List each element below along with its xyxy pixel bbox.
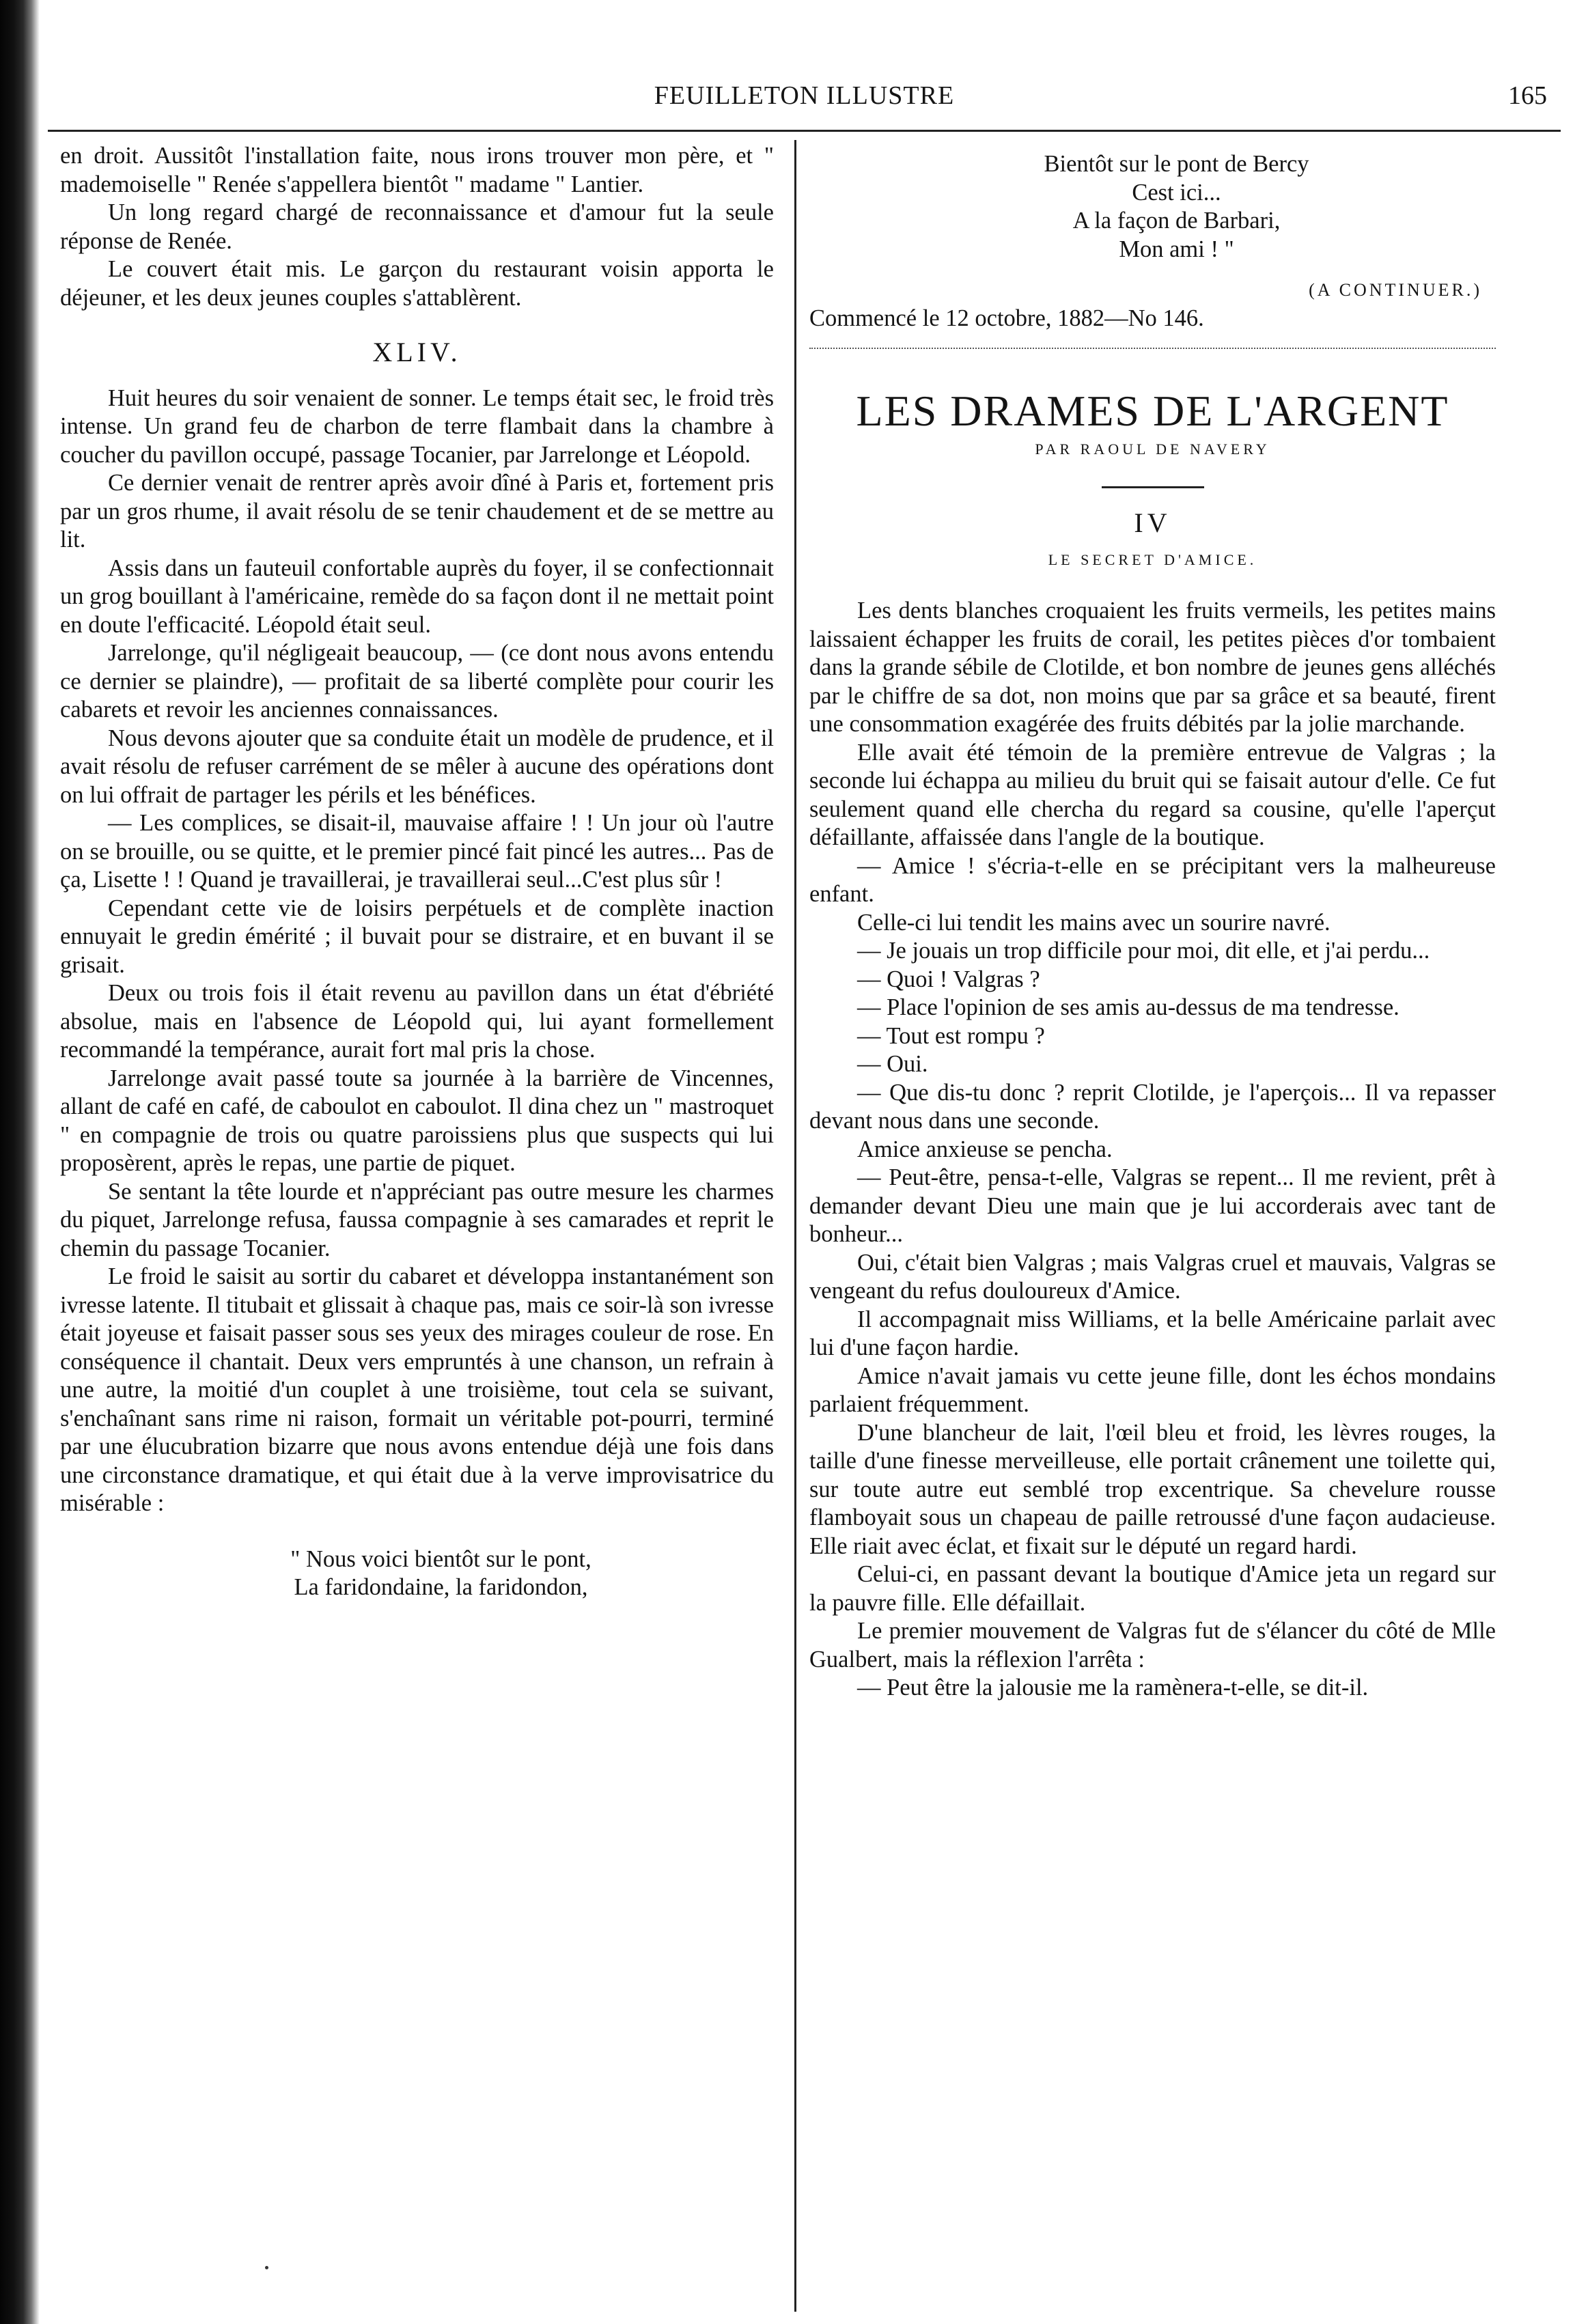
paragraph: en droit. Aussitôt l'installation faite, nous irons trouver mon père, et " mademoiselle " Renée s'appellera bientôt " madame " Lantier.: [60, 143, 774, 197]
paragraph: — Que dis-tu donc ? reprit Clotilde, je l'aperçois... Il va repasser devant nous dans une seconde.: [809, 1079, 1496, 1134]
paragraph: Amice n'avait jamais vu cette jeune fille, dont les échos mondains parlaient fréquemment.: [809, 1362, 1496, 1417]
song-verse: [60, 1545, 774, 1602]
verse-line: Mon ami ! ": [1119, 236, 1234, 262]
paragraph: — Peut-être, pensa-t-elle, Valgras se repent... Il me revient, prêt à demander devant Dieu une main que je lui accorderais avec tant de bonheur...: [809, 1164, 1496, 1247]
paragraph: Elle avait été témoin de la première entrevue de Valgras ; la seconde lui échappa au milieu du bruit qui se faisait autour d'elle. Ce fut seulement quand elle chercha du regard sa cousine, qu'elle l'aperçut défaillante, affaissée dans l'angle de la boutique.: [809, 739, 1496, 850]
page-number: 165: [1508, 81, 1547, 110]
paragraph: Se sentant la tête lourde et n'appréciant pas outre mesure les charmes du piquet, Jarrelonge refusa, faussa compagnie à ses camarades et reprit le chemin du passage Tocanier.: [60, 1178, 774, 1261]
paragraph: Assis dans un fauteuil confortable auprès du foyer, il se confectionnait un grog bouillant à l'américaine, remède do sa façon dont il ne mettait point en doute l'efficacité. Léopold était seul.: [60, 555, 774, 638]
paragraph: Les dents blanches croquaient les fruits vermeils, les petites mains laissaient échapper les fruits de corail, les petites pièces d'or tombaient dans la grande sébile de Clotilde, et bon nombre de jeunes gens alléchés par le chiffre de sa dot, non moins que par sa grâce et sa beauté, firent une consommation exagérée des fruits débités par la jolie marchande.: [809, 598, 1496, 737]
chapter-heading: IV: [1134, 507, 1171, 538]
paragraph: Huit heures du soir venaient de sonner. Le temps était sec, le froid très intense. Un grand feu de charbon de terre flambait dans la chambre à coucher du pavillon occupé, passage Tocanier, par Jarrelonge et Léopold.: [60, 384, 774, 468]
paragraph: — Je jouais un trop difficile pour moi, dit elle, et j'ai perdu...: [857, 938, 1430, 964]
story-title: LES DRAMES DE L'ARGENT: [856, 387, 1449, 435]
left-column: [60, 142, 774, 1602]
chapter-subtitle: LE SECRET D'AMICE.: [1048, 550, 1257, 568]
paragraph: Celui-ci, en passant devant la boutique d'Amice jeta un regard sur la pauvre fille. Elle défaillait.: [809, 1561, 1496, 1616]
paragraph: — Peut être la jalousie me la ramènera-t-elle, se dit-il.: [857, 1675, 1369, 1700]
paragraph: Nous devons ajouter que sa conduite était un modèle de prudence, et il avait résolu de refuser carrément de se mêler à aucune des opérations dont on lui offrait de partager les périls et les bénéfices.: [60, 725, 774, 808]
right-column: [809, 150, 1496, 1703]
paragraph: — Tout est rompu ?: [857, 1022, 1045, 1049]
byline: PAR RAOUL DE NAVERY: [1035, 440, 1270, 458]
continuation-note: (A CONTINUER.): [1309, 280, 1482, 300]
paragraph: Jarrelonge avait passé toute sa journée à la barrière de Vincennes, allant de café en café, de caboulot en caboulot. Il dina chez un " mastroquet " en compagnie de trois ou quatre paroissiens plus que suspects qui lui proposèrent, après le repas, une partie de piquet.: [60, 1065, 774, 1176]
ink-spot: [265, 2266, 268, 2269]
paragraph: Un long regard chargé de reconnaissance et d'amour fut la seule réponse de Renée.: [60, 199, 774, 254]
verse-line: " Nous voici bientôt sur le pont,: [290, 1545, 591, 1572]
verse-line: A la façon de Barbari,: [1072, 208, 1281, 234]
paragraph: — Place l'opinion de ses amis au-dessus de ma tendresse.: [857, 994, 1399, 1020]
chapter-heading: XLIV.: [372, 337, 462, 367]
paragraph: Jarrelonge, qu'il négligeait beaucoup, — (ce dont nous avons entendu ce dernier se plaindre), — profitait de sa liberté complète pour courir les cabarets et revoir les anciennes connaissances.: [60, 640, 774, 723]
paragraph: Celle-ci lui tendit les mains avec un sourire navré.: [857, 909, 1331, 936]
paragraph: Oui, c'était bien Valgras ; mais Valgras cruel et mauvais, Valgras se vengeant du refus douloureux d'Amice.: [809, 1249, 1496, 1304]
paragraph: Il accompagnait miss Williams, et la belle Américaine parlait avec lui d'une façon hardie.: [809, 1306, 1496, 1360]
header-rule: [48, 130, 1561, 132]
paragraph: Amice anxieuse se pencha.: [857, 1136, 1113, 1162]
paragraph: Le couvert était mis. Le garçon du restaurant voisin apporta le déjeuner, et les deux jeunes couples s'attablèrent.: [60, 256, 774, 311]
verse-line: Bientôt sur le pont de Bercy: [1044, 151, 1309, 177]
paragraph: Ce dernier venait de rentrer après avoir dîné à Paris et, fortement pris par un gros rhume, il avait résolu de se tenir chaudement et de se mettre au lit.: [60, 470, 774, 552]
paragraph: — Les complices, se disait-il, mauvaise affaire ! ! Un jour où l'autre on se brouille, ou se quitte, et le premier pincé fait pincé les autres... Pas de ça, Lisette ! ! Quand je travaillerai, je travaillerai seul...C'est plus sûr !: [60, 810, 774, 893]
section-separator: [809, 348, 1496, 363]
verse-line: La faridondaine, la faridondon,: [294, 1574, 588, 1600]
paragraph: D'une blancheur de lait, l'œil bleu et froid, les lèvres rouges, la taille d'une finesse merveilleuse, elle portait crânement une toilette qui, sur toute autre eut semblé trop excentrique. Sa chevelure rousse flamboyait sous un chapeau de paille retroussé d'une façon audacieuse. Elle riait avec éclat, et fixait sur le député un regard hardi.: [809, 1419, 1496, 1559]
paragraph: Le froid le saisit au sortir du cabaret et développa instantanément son ivresse latente. Il titubait et glissait à chaque pas, mais ce soir-là son ivresse était joyeuse et faisait passer sous ses yeux des mirages couleur de rose. En conséquence il chantait. Deux vers empruntés à une chanson, un refrain à une autre, la moitié d'un couplet à une troisième, tout cela se suivant, s'enchaînant sans rime ni raison, formait un véritable pot-pourri, terminé par une élucubration bizarre que nous avons entendue déjà une fois dans une circonstance dramatique, et qui était due à la verve improvisatrice du misérable :: [60, 1263, 774, 1516]
paragraph: Deux ou trois fois il était revenu au pavillon dans un état d'ébriété absolue, mais en l'absence de Léopold qui, lui ayant formellement recommandé la tempérance, aurait fort mal pris la chose.: [60, 980, 774, 1063]
song-verse: [809, 150, 1496, 264]
paragraph: — Oui.: [857, 1051, 928, 1077]
paragraph: Le premier mouvement de Valgras fut de s'élancer du côté de Mlle Gualbert, mais la réflexion l'arrêta :: [809, 1618, 1496, 1672]
page-binding-shadow: [0, 0, 40, 2324]
commenced-note: Commencé le 12 octobre, 1882—No 146.: [809, 305, 1204, 331]
title-rule: [1102, 486, 1204, 488]
column-divider: [794, 140, 796, 2312]
page-header: [48, 81, 1561, 119]
paragraph: — Amice ! s'écria-t-elle en se précipitant vers la malheureuse enfant.: [809, 852, 1496, 907]
running-head: FEUILLETON ILLUSTRE: [654, 81, 955, 110]
paragraph: Cependant cette vie de loisirs perpétuels et de complète inaction ennuyait le gredin émérité ; il buvait pour se distraire, et en buvant il se grisait.: [60, 895, 774, 978]
verse-line: Cest ici...: [1132, 179, 1221, 206]
paragraph: — Quoi ! Valgras ?: [857, 966, 1040, 992]
